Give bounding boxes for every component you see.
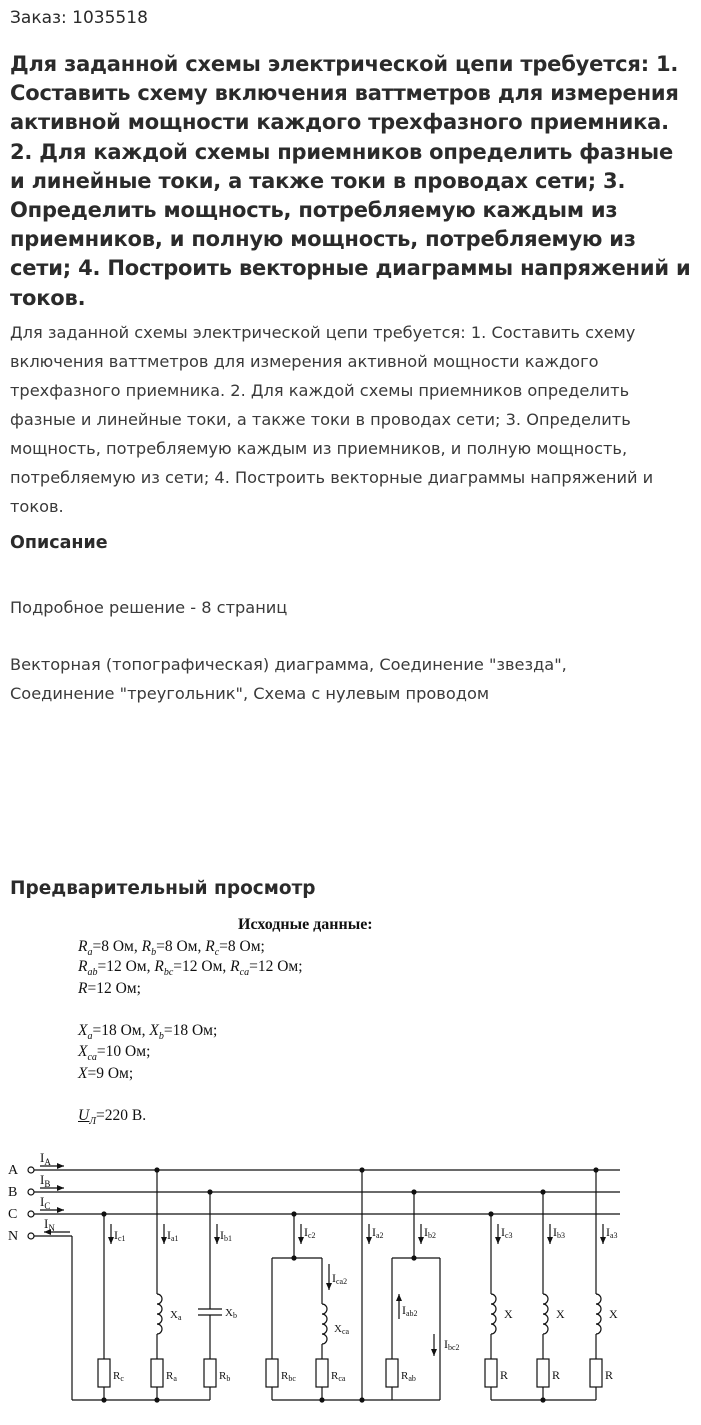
preview-u-line: $U_Л=220$ В. [78,1107,147,1128]
phase-label-n: N [8,1229,19,1244]
svg-text:Xb: Xb [225,1307,237,1320]
svg-text:R: R [500,1368,509,1382]
svg-text:IN: $I_N$ [44,1216,55,1233]
svg-text:Ia2: Ia2 [372,1225,384,1240]
description-heading: Описание [10,533,108,553]
preview-x-ca: $X_{ca}=10$ Ом; [78,1043,151,1064]
preview-x-single: X=9 Ом; [78,1065,134,1082]
phase-label-a: A [8,1163,19,1178]
svg-text:IB: $I_B$ [40,1172,51,1189]
preview-rdelta-line: $R_{ab}=12$ Ом, $R_{bc}=12$ Ом, $R_{ca}=12$ Ом; [78,958,303,979]
circuit-diagram [0,1144,701,1424]
tags-text: Векторная (топографическая) диаграмма, Соединение "звезда", Соединение "треугольник", Схема с нулевым проводом [10,655,567,703]
svg-text:Ib1: Ib1 [220,1228,232,1243]
preview-x-line: $X_a=18$ Ом, $X_b=18$ Ом; [78,1022,218,1043]
order-number: Заказ: 1035518 [10,8,148,28]
svg-text:IA: $I_A$ [40,1150,51,1167]
svg-text:Rbc: Rbc [281,1370,296,1383]
svg-text:Rca: Rca [331,1370,346,1383]
svg-text:R: R [552,1368,561,1382]
svg-text:X: X [504,1307,513,1321]
solution-note: Подробное решение - 8 страниц [10,598,288,617]
svg-text:Ic2: Ic2 [304,1225,316,1240]
svg-text:Ic3: Ic3 [501,1225,513,1240]
phase-label-c: C [8,1207,18,1222]
preview-r-line: $R_a=8$ Ом, $R_b=8$ Ом, $R_c=8$ Ом; [78,938,265,959]
label-rc: Rc [113,1370,124,1383]
svg-text:Ibc2: Ibc2 [444,1337,460,1352]
page-title: Для заданной схемы электрической цепи требуется: 1. Составить схему включения ваттметров для измерения активной мощности каждого трехфазного приемника. 2. Для каждой схемы приемников определить фазные и линейные токи, а также токи в проводах сети; 3. Определить мощность, потребляемую каждым из приемников, и полную мощность, потребляемую из сети; 4. Построить векторные диаграммы напряжений и токов. [10,52,691,310]
svg-text:Ib3: Ib3 [553,1225,565,1240]
phase-label-b: B [8,1185,18,1200]
task-description: Для заданной схемы электрической цепи требуется: 1. Составить схему включения ваттметров для измерения активной мощности каждого трехфазного приемника. 2. Для каждой схемы приемников определить фазные и линейные токи, а также токи в проводах сети; 3. Определить мощность, потребляемую каждым из приемников, и полную мощность, потребляемую из сети; 4. Построить векторные диаграммы напряжений и токов. [10,323,654,516]
svg-text:Ia3: Ia3 [606,1225,618,1240]
svg-text:X: X [556,1307,565,1321]
preview-image [0,912,701,1425]
preview-heading: Предварительный просмотр [10,878,316,899]
svg-text:Ic1: Ic1 [114,1228,126,1243]
svg-text:Rab: Rab [401,1370,416,1383]
svg-text:Rb: Rb [219,1370,231,1383]
svg-text:Xa: Xa [170,1309,182,1322]
svg-text:R: R [605,1368,614,1382]
preview-title: Исходные данные: [238,916,373,933]
preview-r-single: R=12 Ом; [78,980,141,997]
svg-text:Xca: Xca [334,1323,350,1336]
svg-text:Iab2: Iab2 [402,1303,418,1318]
svg-text:Ica2: Ica2 [332,1271,348,1286]
svg-text:Ia1: Ia1 [167,1228,179,1243]
svg-text:Ib2: Ib2 [424,1225,436,1240]
svg-text:IC: $I_C$ [40,1194,51,1211]
svg-text:Ra: Ra [166,1370,177,1383]
svg-text:X: X [609,1307,618,1321]
